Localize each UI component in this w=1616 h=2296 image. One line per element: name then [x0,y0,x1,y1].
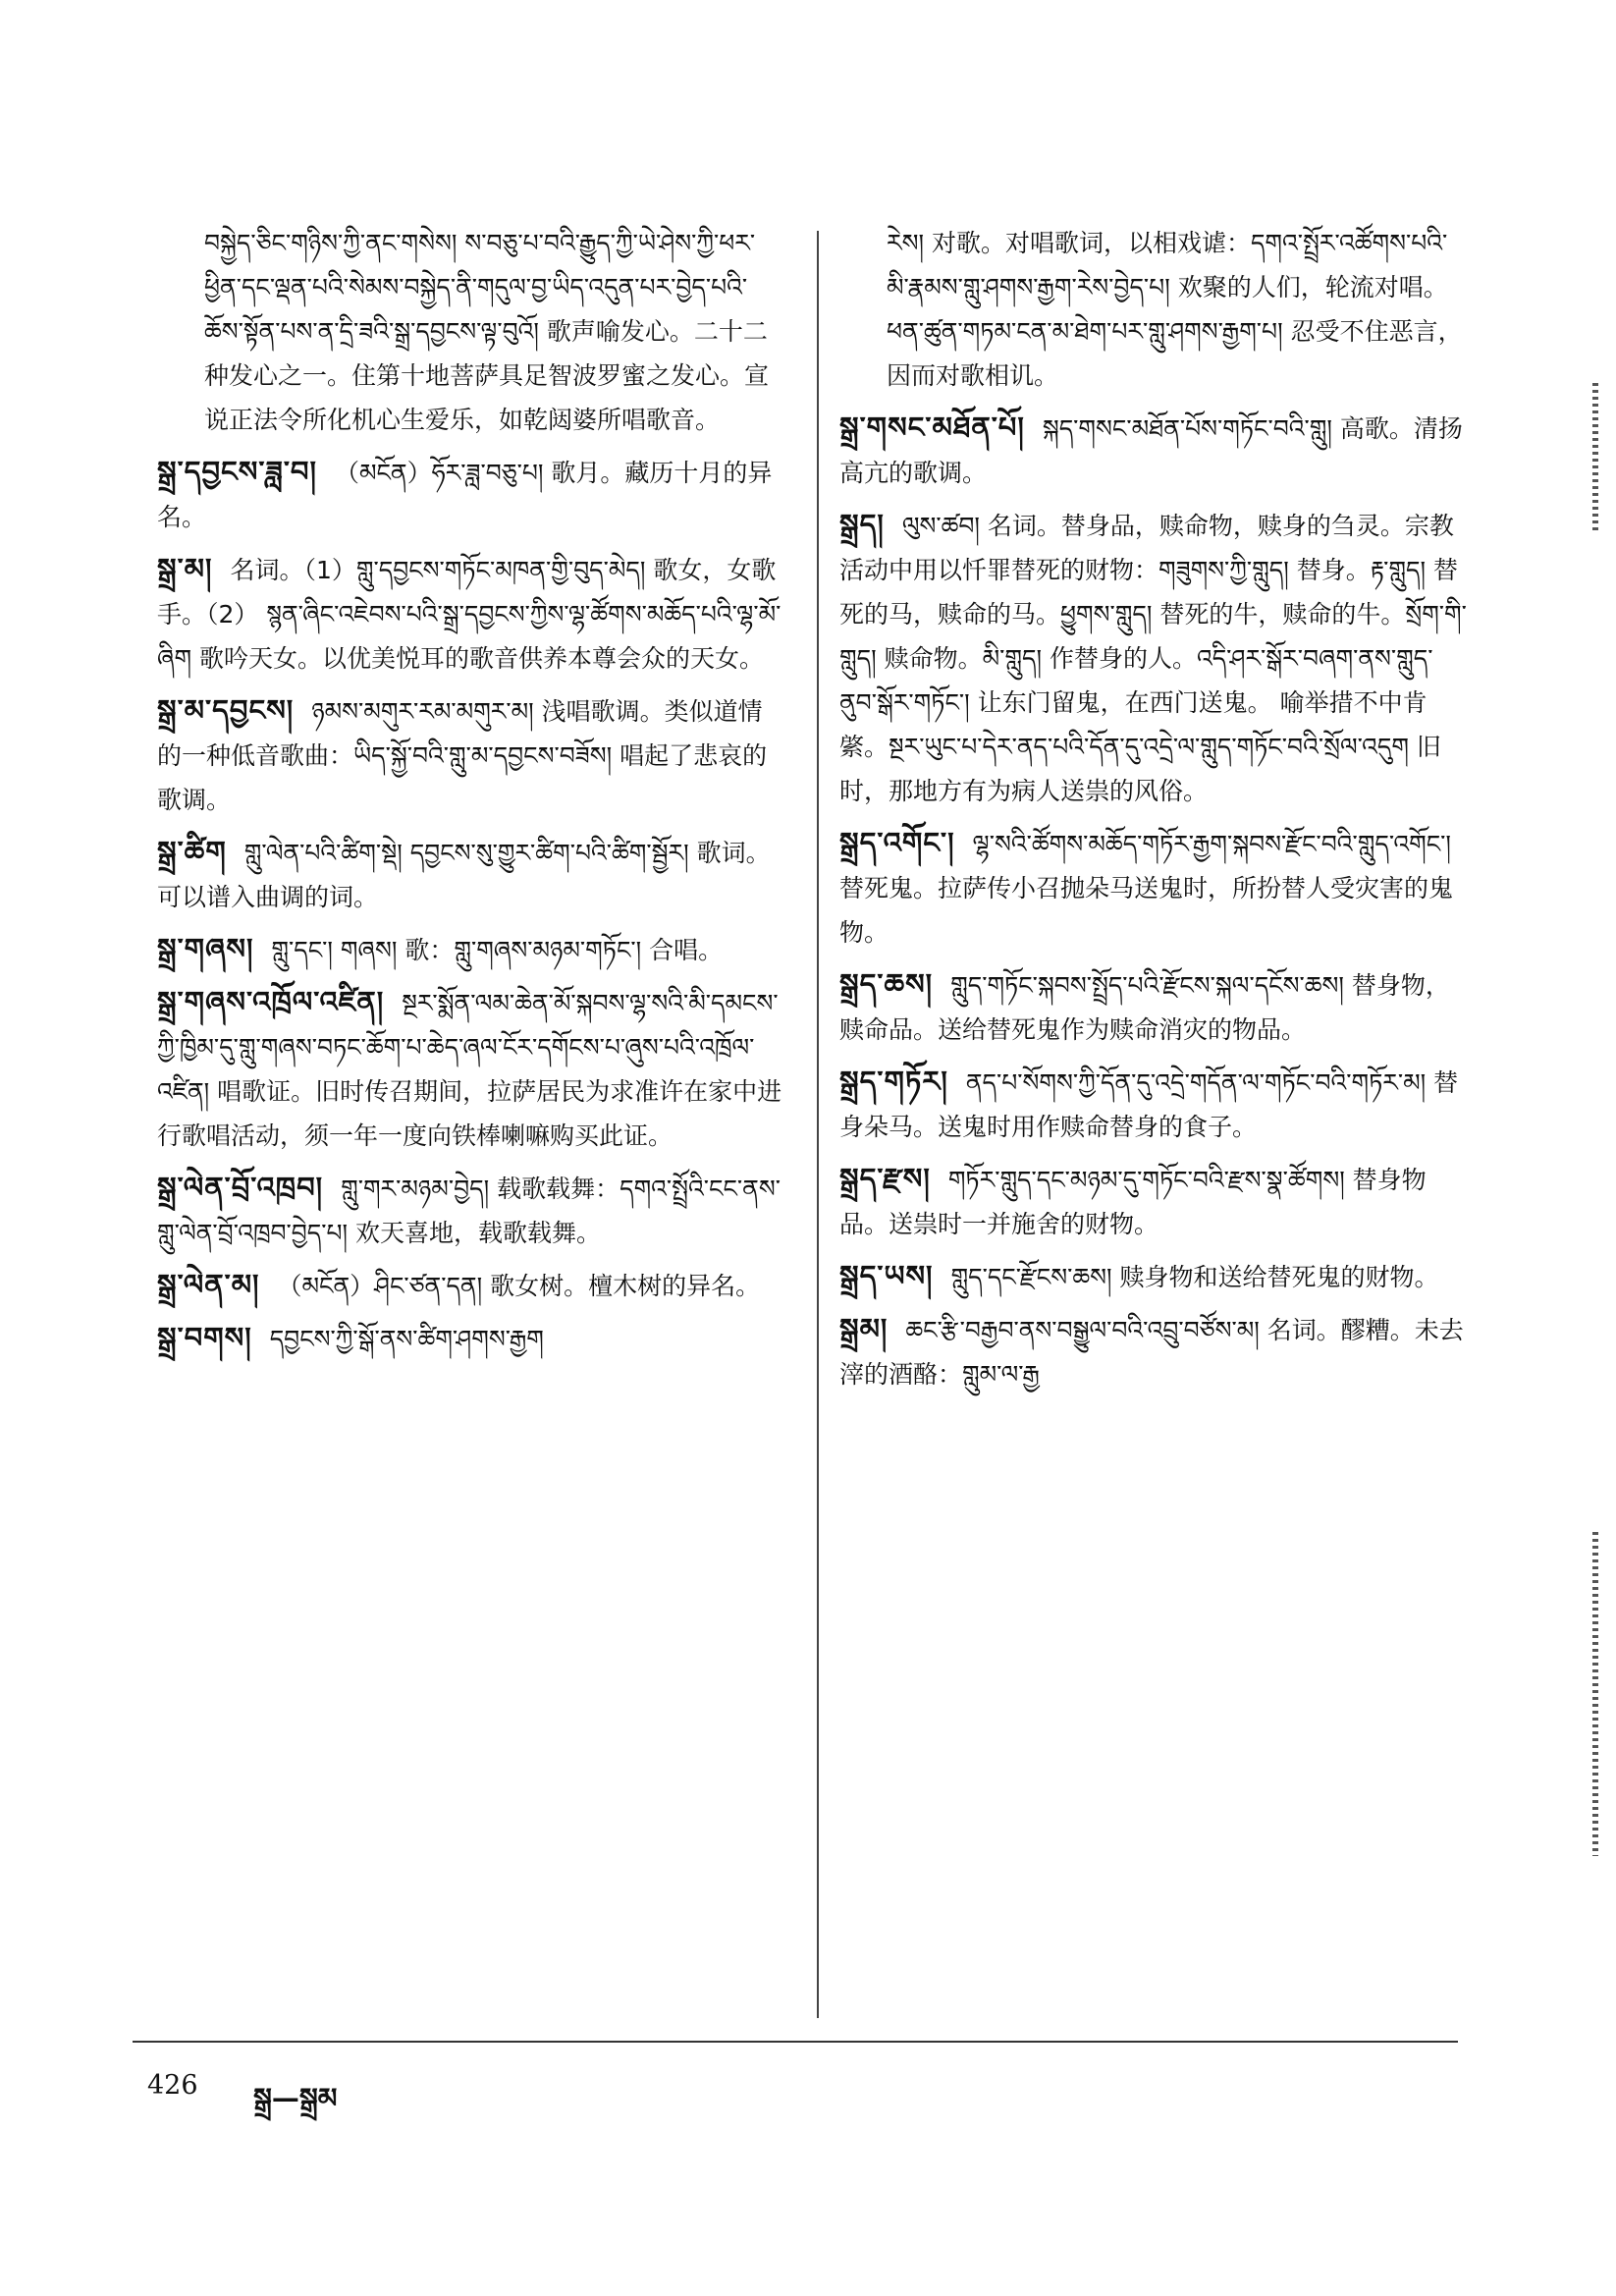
dictionary-entry [839,1254,1468,1299]
running-head: སྒྲ—སྒྲམ [253,2082,338,2114]
dictionary-entry [157,1263,785,1308]
entry-definition: ཉམས་མགུར་རམ་མགུར་མ། 浅唱歌调。类似道情的一种低音歌曲：ཡིད་སྐྱོ་བའི་གླུ་མ་དབྱངས་བཟོས། 唱起了悲哀的歌调。 [157,697,768,814]
entry-headword: སྒྲ་མ་དབྱངས། [157,693,295,727]
entry-definition: བསྐྱེད་ཅིང་གཉིས་ཀྱི་ནང་གསེས། ས་བཅུ་པ་བའི་རྒྱུད་ཀྱི་ཡེ་ཤེས་ཀྱི་ཕར་ཕྱིན་དང་ལྡན་པའི་སེམས་བསྐྱེད་ནི་གདུལ་བྱ་ཡིད་འདུན་པར་བྱེད་པའི་ཆོས་སྟོན་པས་ན་དྲི་ཟའི་སྒྲ་དབྱངས་ལྟ་བུའོ། 歌声喻发心。二十二种发心之一。住第十地菩萨具足智波罗蜜之发心。宣说正法令所化机心生爱乐，如乾闼婆所唱歌音。 [204,229,770,434]
entry-definition: ཆང་རྩི་བརྒྱབ་ནས་བསྒྱུལ་བའི་འབྲུ་བཙོས་མ། 名词。醪糟。未去滓的酒酪：གླུམ་ལ་རྒྱ [839,1316,1464,1389]
entry-headword: སྒྲད་འགོང་། [839,826,955,859]
entry-headword: སྒྲད་གཏོར། [839,1065,948,1098]
entry-headword: སྒྲམ། [839,1312,889,1345]
entry-definition: གླུ་གར་མཉམ་བྱེད། 载歌载舞：དགའ་སྤྲོའི་ངང་ནས་གླུ་ལེན་བྲོ་འཁྲབ་བྱེད་པ། 欢天喜地，载歌载舞。 [157,1175,781,1247]
dictionary-entry [839,821,1468,955]
entry-headword: སྒྲ་ཚིག [157,835,227,868]
entry-headword: སྒྲད་ཡས། [839,1259,934,1292]
entry-definition: ནད་པ་སོགས་ཀྱི་དོན་དུ་འདྲེ་གདོན་ལ་གཏོང་བའི་གཏོར་མ། 替身朵马。送鬼时用作赎命替身的食子。 [839,1068,1459,1141]
dictionary-entry [157,688,785,822]
entry-headword: སྒྲ་ལེན་བྲོ་འཁྲབ། [157,1171,324,1204]
entry-headword: སྒྲད་རྫས། [839,1162,931,1195]
left-column [157,221,785,1369]
dictionary-entry [839,962,1468,1052]
entry-headword: སྒྲད་ཆས། [839,967,934,1001]
dictionary-entry [839,406,1468,495]
entry-definition: ལྷ་སའི་ཚོགས་མཆོད་གཏོར་རྒྱག་སྐབས་རྫོང་བའི་གླུད་འགོང་། 替死鬼。拉萨传小召抛朵马送鬼时，所扮替人受灾害的鬼物。 [839,830,1454,947]
dictionary-entry [157,980,785,1158]
entry-definition: ལུས་ཚབ། 名词。替身品，赎命物，赎身的刍灵。宗教活动中用以忏罪替死的财物：གཟུགས་ཀྱི་གླུད། 替身。རྟ་གླུད། 替死的马，赎命的马。ཕྱུགས་གླུད། 替死的牛，赎命的牛。སྲོག་གི་གླུད། 赎命物。མི་གླུད། 作替身的人。འདི་ཤར་སྒོར་བཞག་ནས་གླུད་ནུབ་སྒོར་གཏོང་། 让东门留鬼，在西门送鬼。 喻举措不中肯綮。སྔར་ཡུང་པ་དེར་ནད་པའི་དོན་དུ་འདྲེ་ལ་གླུད་གཏོང་བའི་སྲོལ་འདུག 旧时，那地方有为病人送祟的风俗。 [839,512,1467,805]
dictionary-entry [157,1166,785,1255]
entry-definition: （མངོན）ཤིང་ཙན་དན། 歌女树。檀木树的异名。 [277,1272,761,1300]
dictionary-entry [157,830,785,919]
entry-definition: གླུ་ལེན་པའི་ཚིག་སྡེ། དབྱངས་སུ་གྱུར་ཚིག་པའི་ཚིག་སྦྱོར། 歌词。可以谱入曲调的词。 [157,839,771,911]
entry-definition: དབྱངས་ཀྱི་སྒོ་ནས་ཚིག་ཤགས་རྒྱག [269,1325,544,1353]
dictionary-entry [157,927,785,972]
dictionary-entry [839,221,1468,398]
dictionary-entry [157,547,785,681]
entry-definition: སྐད་གསང་མཐོན་པོས་གཏོང་བའི་གླུ། 高歌。清扬高亢的歌调。 [839,414,1463,487]
dictionary-entry [839,503,1468,813]
entry-headword: སྒྲ་མ། [157,552,213,585]
entry-definition: གཏོར་གླུད་དང་མཉམ་དུ་གཏོང་བའི་རྫས་སྣ་ཚོགས། 替身物品。送祟时一并施舍的财物。 [839,1166,1427,1238]
entry-definition: གླུད་གཏོང་སྐབས་སྤྲོད་པའི་རྫོངས་སྐལ་དངོས་ཆས། 替身物，赎命品。送给替死鬼作为赎命消灾的物品。 [839,971,1450,1044]
entry-headword: སྒྲ་དབྱངས་ཟླ་བ། [157,455,317,488]
dictionary-entry [839,1307,1468,1396]
entry-headword: སྒྲ་ལེན་མ། [157,1268,260,1301]
entry-definition: སྔར་སྨོན་ལམ་ཆེན་མོ་སྐབས་ལྷ་སའི་མི་དམངས་ཀྱི་ཁྱིམ་དུ་གླུ་གཞས་བཏང་ཆོག་པ་ཆེད་ཞལ་ངོར་དགོངས་པ་ཞུས་པའི་འཁྲོལ་འཛིན། 唱歌证。旧时传召期间，拉萨居民为求准许在家中进行歌唱活动，须一年一度向铁棒喇嘛购买此证。 [157,989,782,1150]
entry-definition: 名词。（1）གླུ་དབྱངས་གཏོང་མཁན་གྱི་བུད་མེད། 歌女，女歌手。（2） སྙན་ཞིང་འཇེབས་པའི་སྒྲ་དབྱངས་ཀྱིས་ལྷ་ཚོགས་མཆོད་པའི་ལྷ་མོ་ཞིག 歌吟天女。以优美悦耳的歌音供养本尊会众的天女。 [157,556,781,673]
margin-mark [1592,1532,1598,1856]
entry-headword: སྒྲ་གཞས། [157,932,254,965]
dictionary-entry [157,1316,785,1361]
entry-definition: གླུད་དང་རྫོངས་ཆས། 赎身物和送给替死鬼的财物。 [950,1263,1439,1291]
entry-headword: སྒྲད། [839,508,885,541]
dictionary-entry [157,221,785,442]
entry-headword: སྒྲ་གཞས་འཁྲོལ་འཛིན། [157,985,385,1018]
column-divider [817,231,819,2018]
dictionary-entry [157,450,785,539]
margin-mark [1592,383,1598,530]
page-number: 426 [147,2070,198,2101]
footer-rule [133,2041,1458,2043]
entry-definition: （མངོན）ཧོར་ཟླ་བཅུ་པ། 歌月。藏历十月的异名。 [157,459,773,531]
dictionary-entry [839,1060,1468,1149]
entry-headword: སྒྲ་གསང་མཐོན་པོ། [839,410,1025,444]
dictionary-entry [839,1157,1468,1246]
entry-definition: གླུ་དང་། གཞས། 歌：གླུ་གཞས་མཉམ་གཏོང་། 合唱。 [271,936,724,964]
entry-headword: སྒྲ་བགས། [157,1321,252,1354]
entry-definition: རེས། 对歌。对唱歌词，以相戏谑：དགའ་སྤྲོར་འཚོགས་པའི་མི་རྣམས་གླུ་ཤགས་རྒྱག་རེས་བྱེད་པ། 欢聚的人们，轮流对唱。ཕན་ཚུན་གཏམ་ངན་མ་ཐེག་པར་གླུ་ཤགས་རྒྱག་པ། 忍受不住恶言，因而对歌相讥。 [887,229,1463,390]
right-column [839,221,1468,1404]
